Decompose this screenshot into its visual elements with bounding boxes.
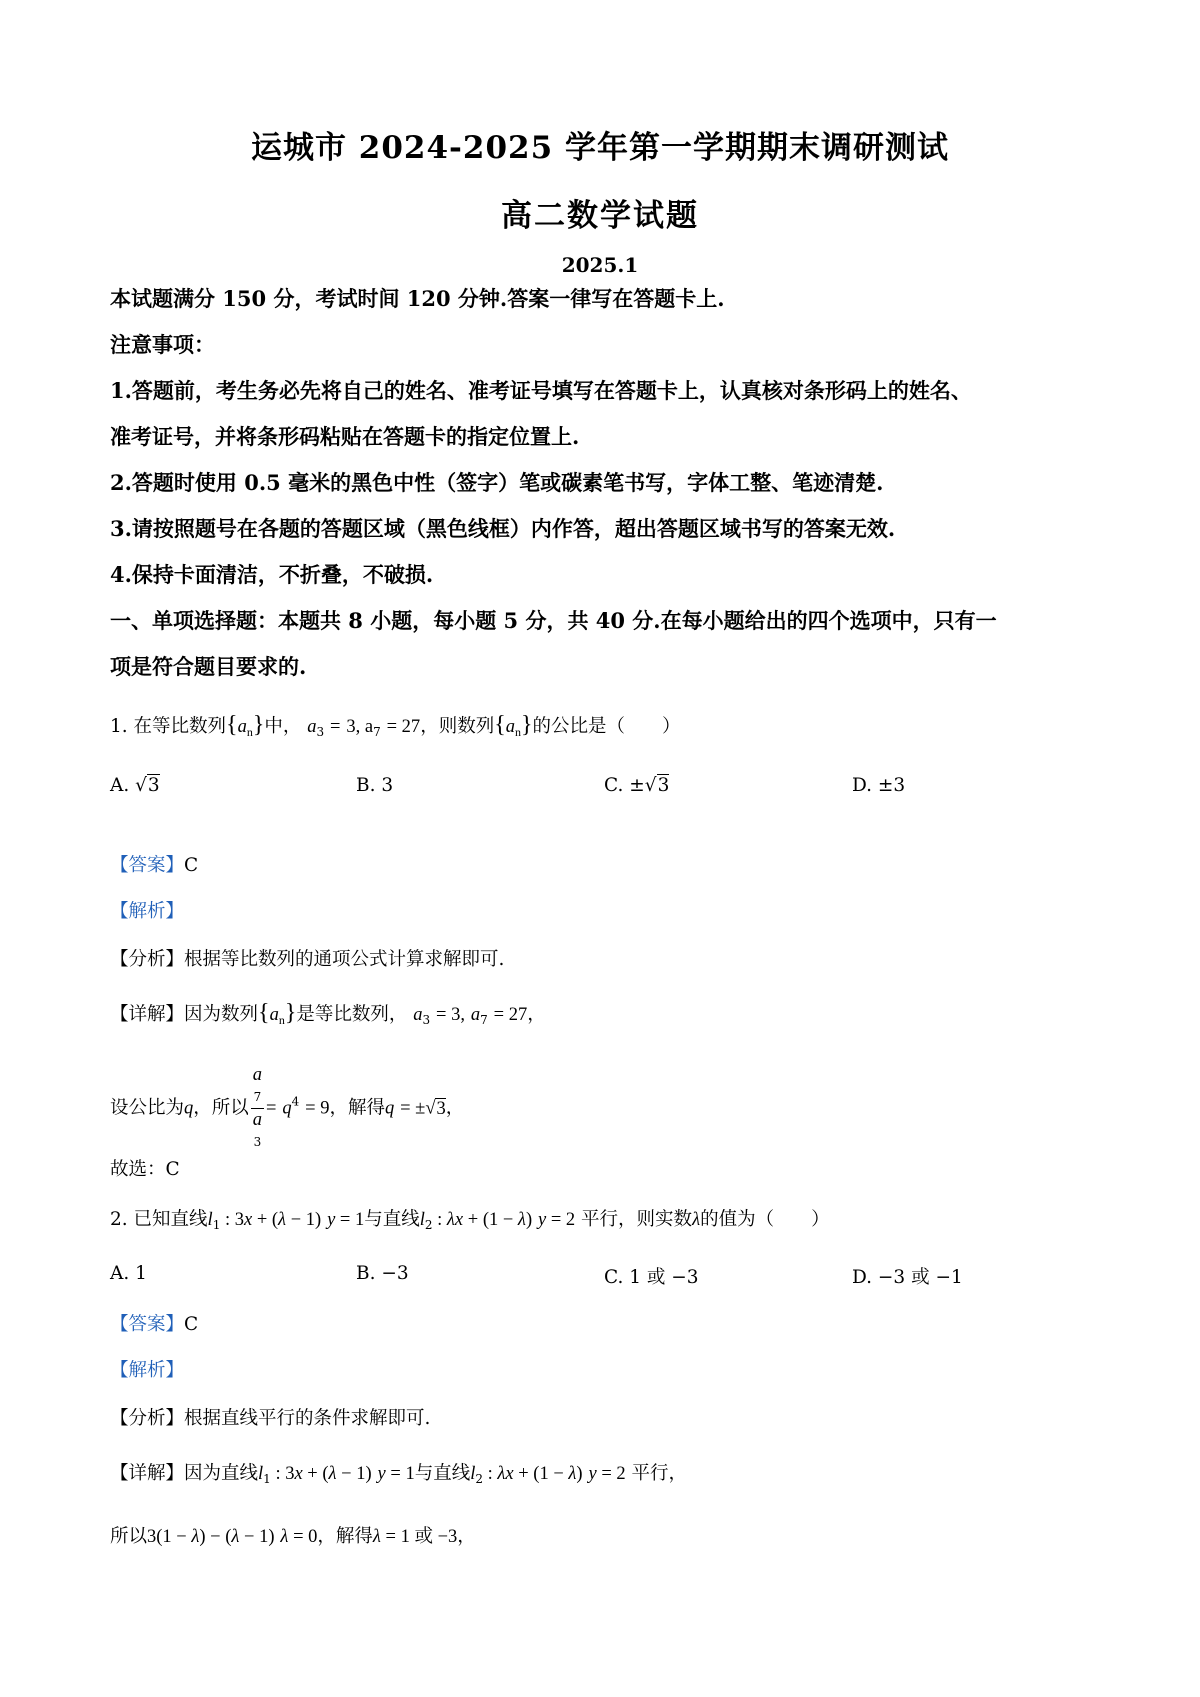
q1-detail-formula: 设公比为q，所以 a 7 a 3 = $q^4 = 9$，解得q = ±√3，	[110, 1065, 465, 1149]
notice-item-3: 3.请按照题号在各题的答题区域（黑色线框）内作答，超出答题区域书写的答案无效.	[110, 516, 896, 541]
q2-detail: 【详解】因为直线$l_1$ : 3x + (λ − 1) y = 1与直线$l_2$ : λx + (1 − λ) y = 2 平行，	[110, 1463, 688, 1486]
q1-analysis: 【分析】根据等比数列的通项公式计算求解即可.	[110, 949, 505, 970]
exam-title: 运城市 2024-2025 学年第一学期期末调研测试	[250, 130, 949, 166]
q2-answer: 【答案】C	[110, 1314, 199, 1335]
question-1-stem: 1. 在等比数列$\{a_n\}$中， $a_3 = 3$, $a_7 = 27$，则数列$\{a_n\}$的公比是（ ）	[110, 712, 681, 739]
q1-option-a: A. √3	[110, 775, 160, 796]
q1-answer: 【答案】C	[110, 855, 199, 876]
q1-option-c: C. ±√3	[604, 775, 670, 796]
exam-subtitle: 高二数学试题	[501, 198, 699, 234]
exam-date: 2025.1	[561, 253, 639, 277]
q1-conclusion: 故选：C	[110, 1159, 180, 1180]
section-heading-a: 一、单项选择题：本题共 8 小题，每小题 5 分，共 40 分.在每小题给出的四个选项中，只有一	[110, 608, 997, 633]
notice-item-2: 2.答题时使用 0.5 毫米的黑色中性（签字）笔或碳素笔书写，字体工整、笔迹清楚.	[110, 470, 884, 495]
q2-option-b: B. −3	[356, 1263, 409, 1284]
q1-detail: 【详解】因为数列$\{a_n\}$是等比数列， $a_3 = 3$, $a_7 = 27$，	[110, 1000, 546, 1027]
notice-item-1a: 1.答题前，考生务必先将自己的姓名、准考证号填写在答题卡上，认真核对条形码上的姓名、	[110, 378, 972, 403]
q1-option-d: D. ±3	[852, 775, 906, 796]
q2-option-a: A. 1	[110, 1263, 147, 1284]
q2-option-c: C. 1 或 −3	[604, 1267, 699, 1288]
q2-analysis: 【分析】根据直线平行的条件求解即可.	[110, 1408, 431, 1429]
q2-detail-solution: 所以3(1 − λ) − (λ − 1) λ = 0，解得λ = 1 或 −3，	[110, 1526, 476, 1547]
section-heading-b: 项是符合题目要求的.	[110, 654, 307, 679]
intro-line: 本试题满分 150 分，考试时间 120 分钟.答案一律写在答题卡上.	[110, 286, 725, 311]
notice-item-1b: 准考证号，并将条形码粘贴在答题卡的指定位置上.	[110, 424, 580, 449]
q2-jiexi-label: 【解析】	[110, 1360, 185, 1381]
q1-option-b: B. 3	[356, 775, 394, 796]
q2-option-d: D. −3 或 −1	[852, 1267, 963, 1288]
question-2-stem: 2. 已知直线$l_1$ : 3x + (λ − 1) y = 1与直线$l_2$ : λx + (1 − λ) y = 2 平行，则实数λ的值为（ ）	[110, 1209, 830, 1232]
notice-item-4: 4.保持卡面清洁，不折叠，不破损.	[110, 562, 434, 587]
notice-heading: 注意事项：	[110, 332, 215, 357]
q1-jiexi-label: 【解析】	[110, 901, 185, 922]
